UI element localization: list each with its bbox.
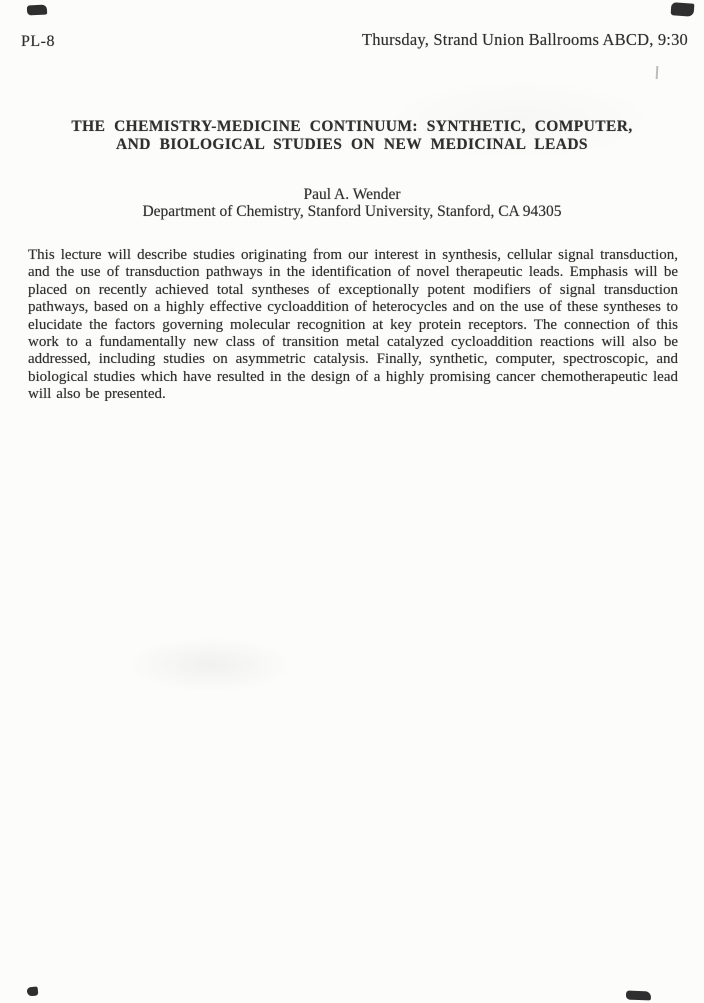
- author-affiliation: Department of Chemistry, Stanford University, Stanford, CA 94305: [142, 203, 562, 220]
- lecture-title: [0, 118, 704, 154]
- lecture-title-line1: THE CHEMISTRY-MEDICINE CONTINUUM: SYNTHETIC, COMPUTER,: [71, 118, 633, 135]
- author-block: [0, 186, 704, 220]
- session-code: PL-8: [21, 33, 55, 50]
- scan-mark-top-right: [671, 2, 695, 17]
- scan-mark-bottom-right: [626, 991, 651, 1001]
- lecture-title-line2: AND BIOLOGICAL STUDIES ON NEW MEDICINAL LEADS: [116, 136, 588, 153]
- session-schedule: Thursday, Strand Union Ballrooms ABCD, 9:30: [361, 30, 688, 49]
- author-name: Paul A. Wender: [303, 186, 401, 203]
- abstract-text: This lecture will describe studies originating from our interest in synthesis, cellular signal transduction, and the use of transduction pathways in the identification of novel therapeutic leads. Emphasis will be placed on recently achieved total syntheses of exceptionally potent modifiers of signal transduction pathways, based on a highly effective cycloaddition of heterocycles and on the use of these syntheses to elucidate the factors governing molecular recognition at key protein receptors. The connection of this work to a fundamentally new class of transition metal catalyzed cycloaddition reactions will also be addressed, including studies on asymmetric catalysis. Finally, synthetic, computer, spectroscopic, and biological studies which have resulted in the design of a highly promising cancer chemotherapeutic lead will also be presented.: [28, 247, 678, 403]
- scan-mark-top-left: [27, 4, 47, 15]
- scan-tick-artifact: [656, 66, 659, 79]
- scan-mark-bottom-left: [27, 986, 39, 996]
